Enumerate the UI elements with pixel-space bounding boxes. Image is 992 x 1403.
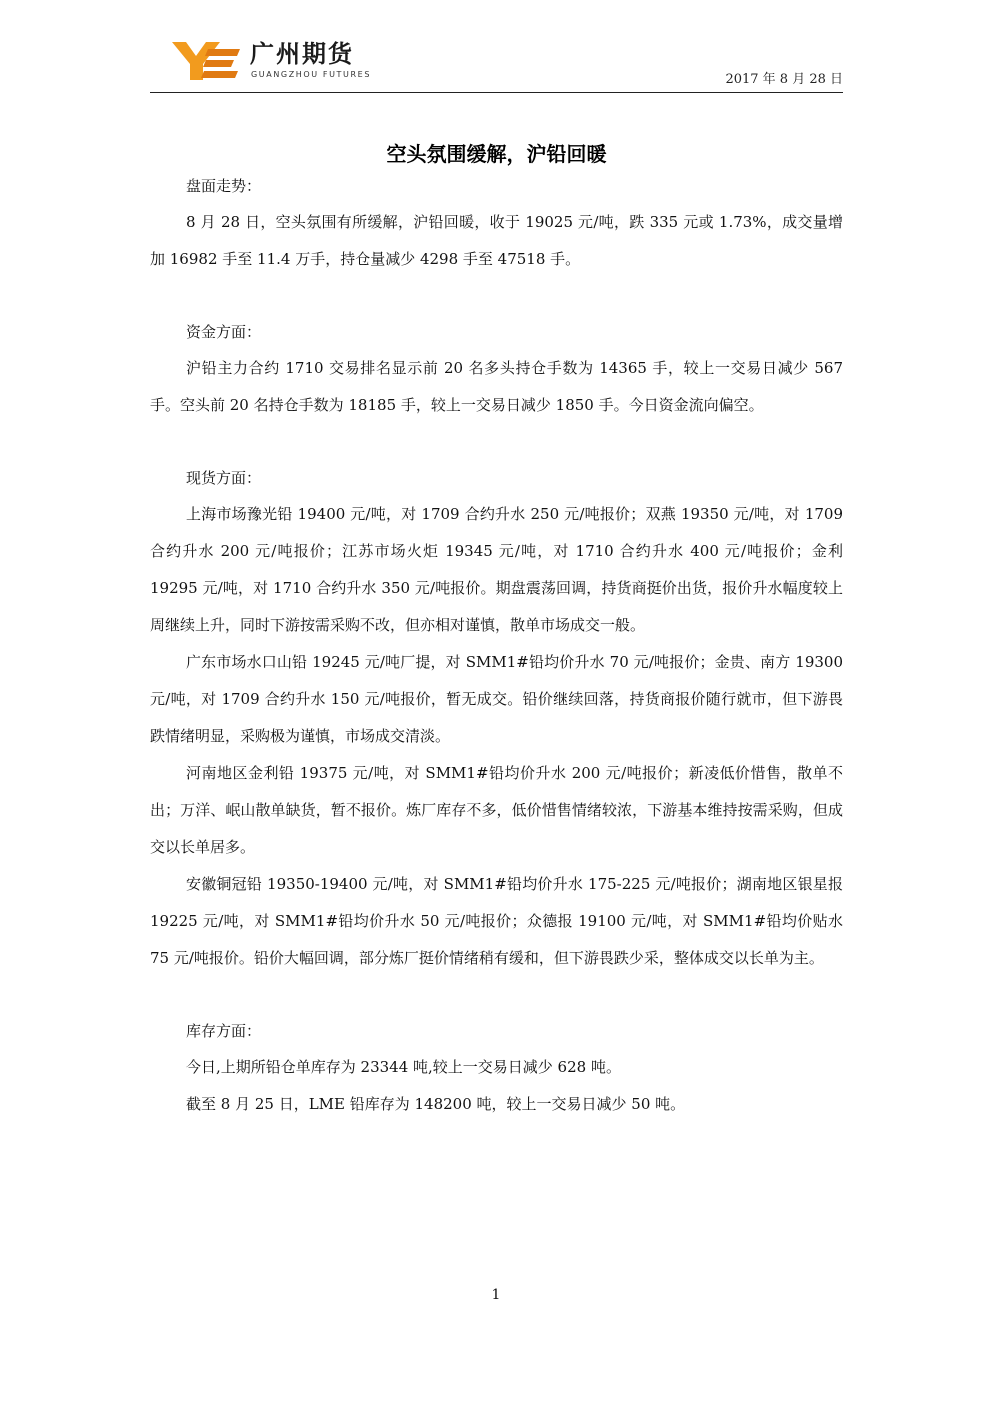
page-number: 1 [491, 1287, 501, 1303]
section-heading: 库存方面： [186, 1022, 262, 1040]
section-market-trend [150, 168, 843, 278]
section-inventory [150, 1013, 843, 1123]
section-heading: 现货方面： [186, 469, 262, 487]
section-heading: 资金方面： [186, 323, 262, 341]
document-title: 空头氛围缓解，沪铅回暖 [386, 142, 607, 167]
logo-chinese-text: 广州期货 [250, 40, 354, 68]
paragraph: 上海市场豫光铅 19400 元/吨，对 1709 合约升水 250 元/吨报价；双燕 19350 元/吨，对 1709 合约升水 200 元/吨报价；江苏市场火炬 19345 元/吨，对 1710 合约升水 400 元/吨报价；金利 19295 元/吨，对 1710 合约升水 350 元/吨报价。期盘震荡回调，持货商挺价出货，报价升水幅度较上周继续上升，同时下游按需采购不改，但亦相对谨慎，散单市场成交一般。 [150, 505, 843, 634]
paragraph: 今日,上期所铅仓单库存为 23344 吨,较上一交易日减少 628 吨。 [186, 1058, 621, 1076]
section-heading: 盘面走势： [186, 177, 262, 195]
paragraph: 河南地区金利铅 19375 元/吨，对 SMM1#铅均价升水 200 元/吨报价；新凌低价惜售，散单不出；万洋、岷山散单缺货，暂不报价。炼厂库存不多，低价惜售情绪较浓，下游基本维持按需采购，但成交以长单居多。 [150, 764, 843, 856]
report-date: 2017 年 8 月 28 日 [725, 72, 843, 87]
document-body [150, 168, 843, 1123]
paragraph: 广东市场水口山铅 19245 元/吨厂提，对 SMM1#铅均价升水 70 元/吨报价；金贵、南方 19300 元/吨，对 1709 合约升水 150 元/吨报价，暂无成交。铅价继续回落，持货商报价随行就市，但下游畏跌情绪明显，采购极为谨慎，市场成交清淡。 [150, 653, 843, 745]
section-spot [150, 460, 843, 977]
paragraph: 8 月 28 日，空头氛围有所缓解，沪铅回暖，收于 19025 元/吨，跌 335 元或 1.73%，成交量增加 16982 手至 11.4 万手，持仓量减少 4298 手至 47518 手。 [150, 213, 843, 268]
paragraph: 截至 8 月 25 日，LME 铅库存为 148200 吨，较上一交易日减少 50 吨。 [186, 1095, 686, 1113]
company-logo [172, 40, 392, 86]
logo-mark-icon [172, 40, 240, 82]
section-capital [150, 314, 843, 424]
paragraph: 沪铅主力合约 1710 交易排名显示前 20 名多头持仓手数为 14365 手，较上一交易日减少 567 手。空头前 20 名持仓手数为 18185 手，较上一交易日减少 1850 手。今日资金流向偏空。 [150, 359, 843, 414]
header-divider [150, 92, 843, 93]
logo-english-text: GUANGZHOU FUTURES [251, 70, 371, 79]
page-header [150, 36, 843, 94]
paragraph: 安徽铜冠铅 19350-19400 元/吨，对 SMM1#铅均价升水 175-225 元/吨报价；湖南地区银星报 19225 元/吨，对 SMM1#铅均价升水 50 元/吨报价；众德报 19100 元/吨，对 SMM1#铅均价贴水 75 元/吨报价。铅价大幅回调，部分炼厂挺价情绪稍有缓和，但下游畏跌少采，整体成交以长单为主。 [150, 875, 843, 967]
